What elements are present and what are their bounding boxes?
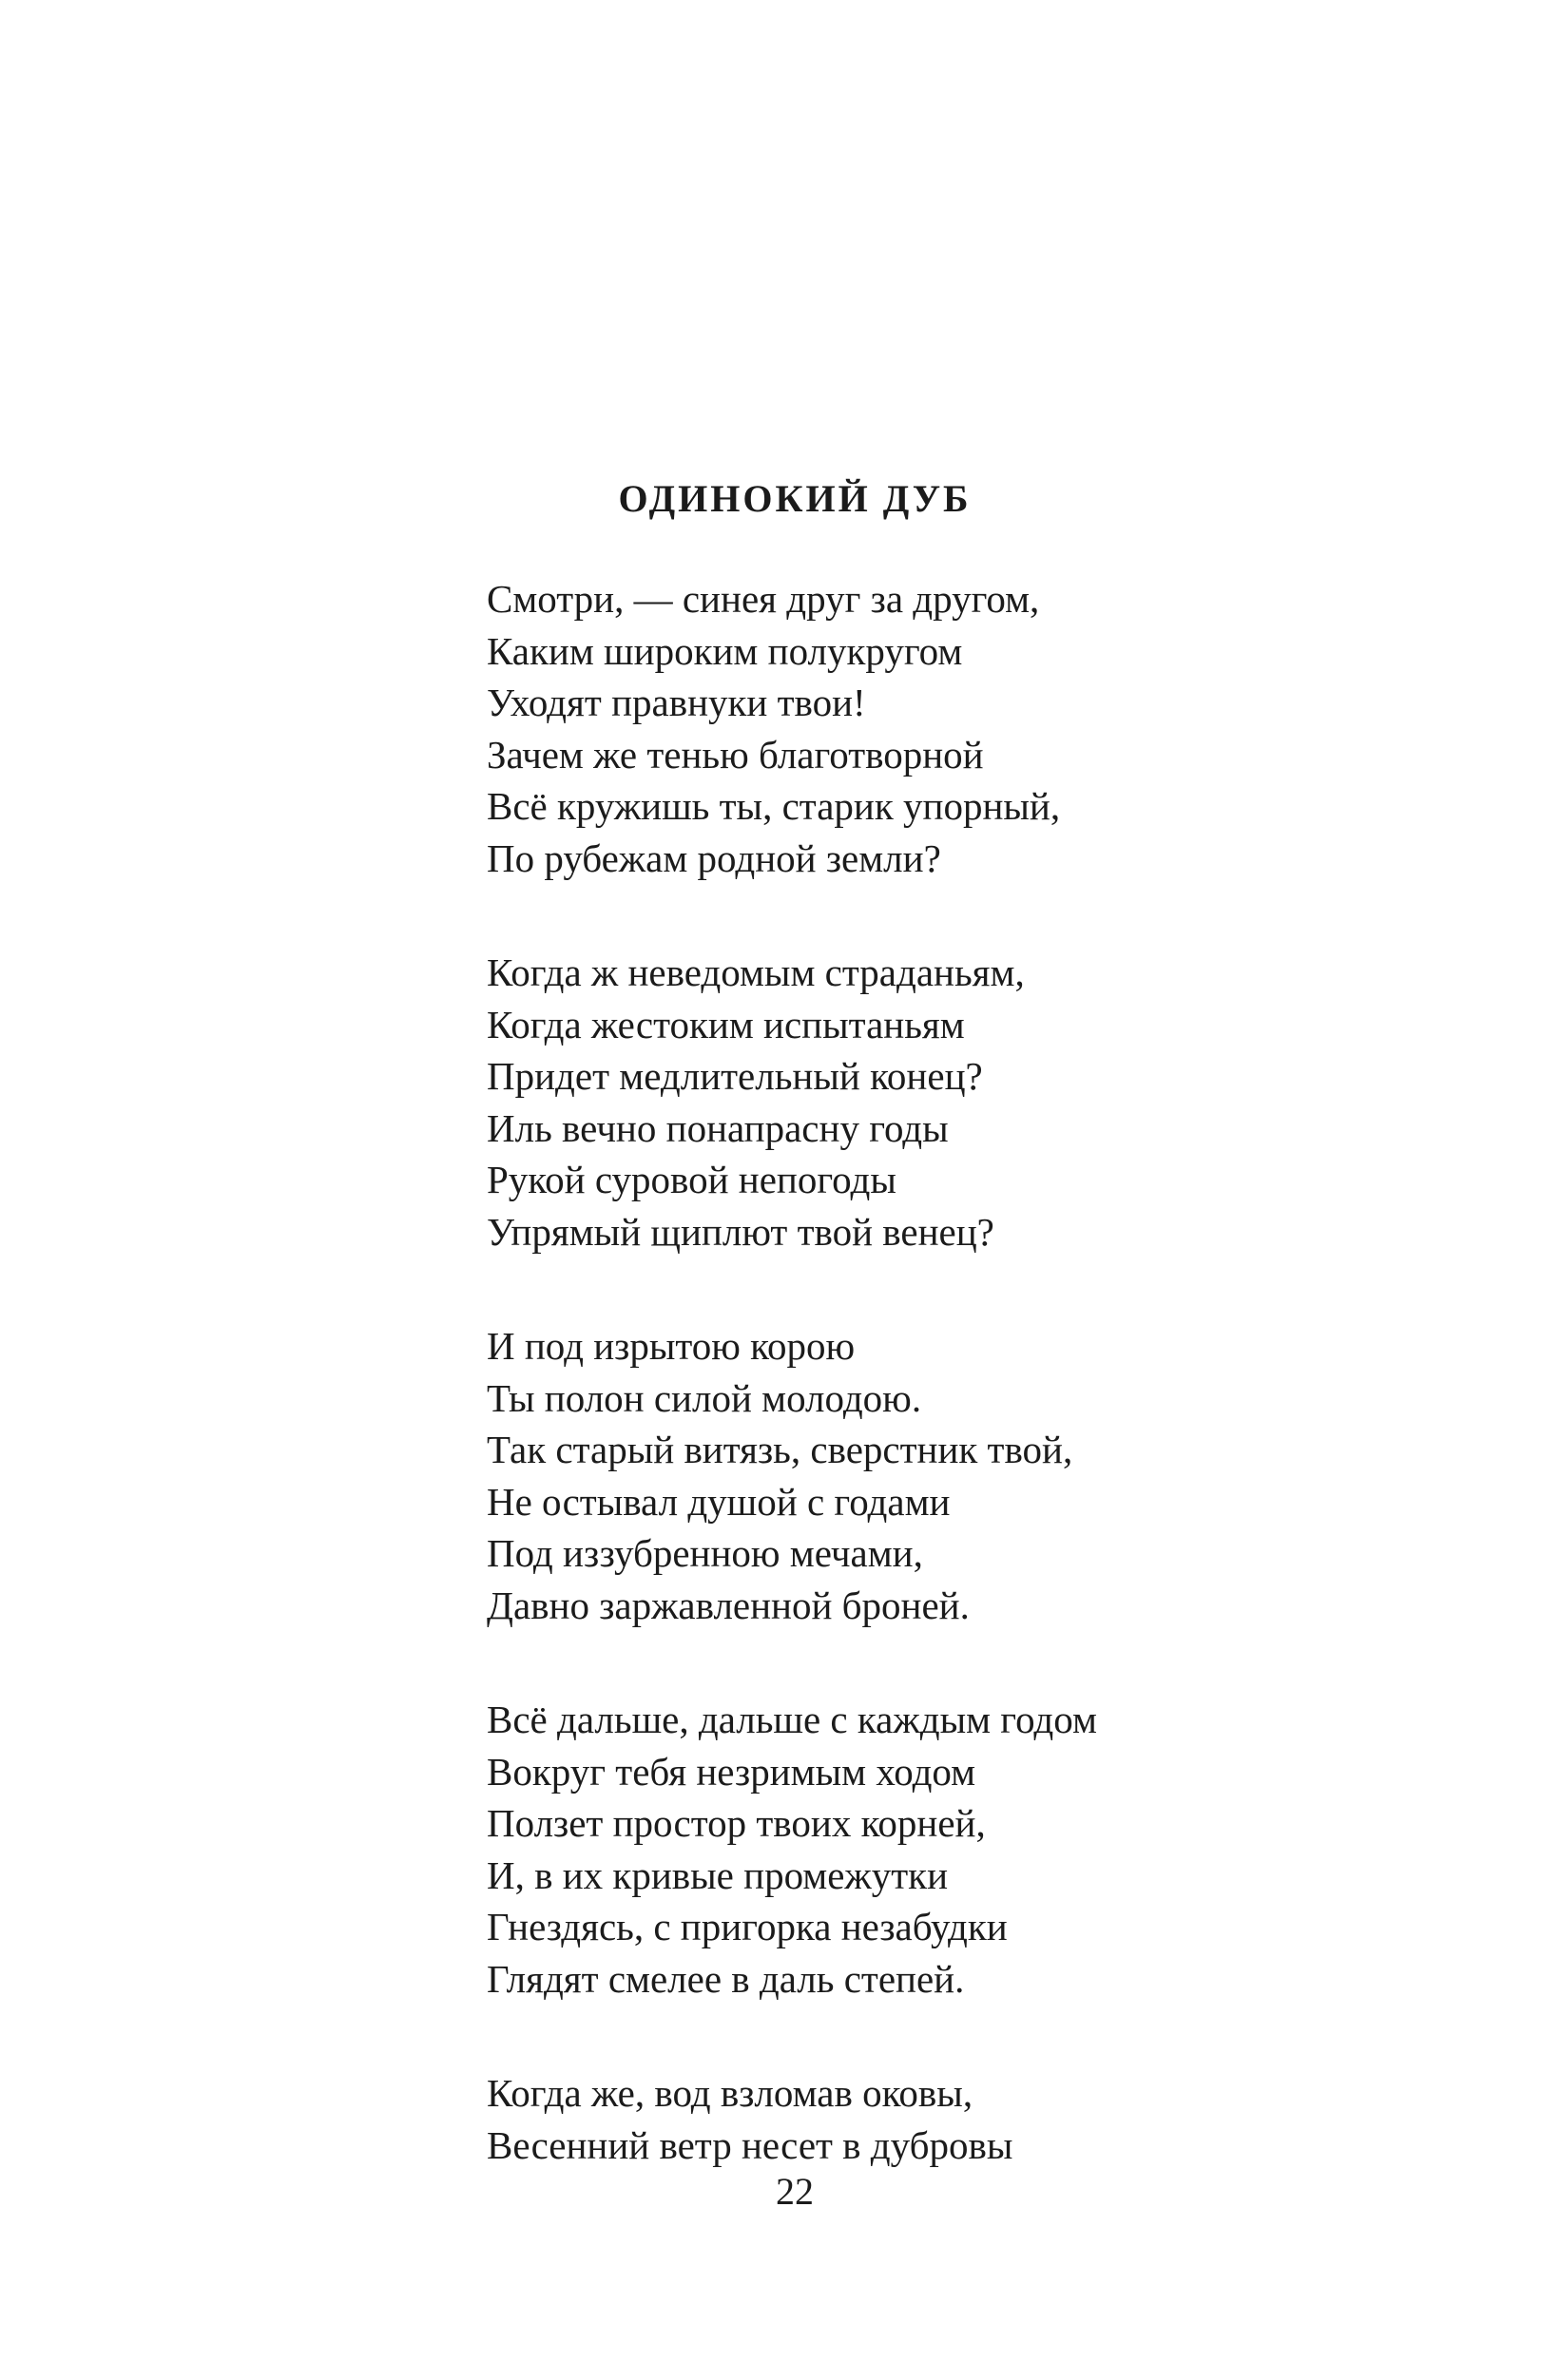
poem-line: Зачем же тенью благотворной: [487, 732, 984, 777]
poem-line: Под иззубренною мечами,: [487, 1531, 923, 1575]
stanza-1: [487, 573, 1342, 884]
poem-line: Когда же, вод взломав оковы,: [487, 2071, 973, 2115]
poem-line: Весенний ветр несет в дубровы: [487, 2122, 1013, 2167]
stanza-5: [487, 2067, 1342, 2171]
poem-line: И, в их кривые промежутки: [487, 1852, 949, 1897]
poem-line: Давно заржавленной броней.: [487, 1583, 970, 1627]
poem-line: Гнездясь, с пригорка незабудки: [487, 1905, 1008, 1948]
poem-line: И под изрытою корою: [487, 1324, 856, 1368]
page-number: 22: [776, 2170, 814, 2213]
poem-line: Всё дальше, дальше с каждым годом: [487, 1698, 1097, 1741]
poem-title: ОДИНОКИЙ ДУБ: [618, 477, 972, 520]
poem-line: Каким широким полукругом: [487, 628, 963, 673]
poem-body: [487, 573, 1342, 2234]
poem-line: Когда жестоким испытаньям: [487, 1002, 965, 1046]
stanza-4: [487, 1694, 1342, 2005]
poem-line: Вокруг тебя незримым ходом: [487, 1749, 976, 1794]
stanza-3: [487, 1320, 1342, 1631]
poem-line: Ты полон силой молодою.: [487, 1375, 922, 1420]
poem-line: Упрямый щиплют твой венец?: [487, 1209, 994, 1254]
poem-line: Ползет простор твоих корней,: [487, 1801, 986, 1845]
poem-line: Не остывал душой с годами: [487, 1479, 951, 1524]
poem-line: Смотри, — синея друг за другом,: [487, 577, 1040, 621]
poem-line: Всё кружишь ты, старик упорный,: [487, 784, 1061, 828]
stanza-2: [487, 947, 1342, 1257]
poem-line: По рубежам родной земли?: [487, 835, 941, 880]
poem-line: Так старый витязь, сверстник твой,: [487, 1428, 1073, 1471]
poem-line: Иль вечно понапрасну годы: [487, 1105, 949, 1150]
poem-line: Глядят смелее в даль степей.: [487, 1956, 965, 2001]
poem-line: Когда ж неведомым страданьям,: [487, 950, 1025, 994]
poem-line: Рукой суровой непогоды: [487, 1158, 896, 1201]
poem-line: Уходят правнуки твои!: [487, 681, 866, 724]
poem-line: Придет медлительный конец?: [487, 1054, 983, 1098]
